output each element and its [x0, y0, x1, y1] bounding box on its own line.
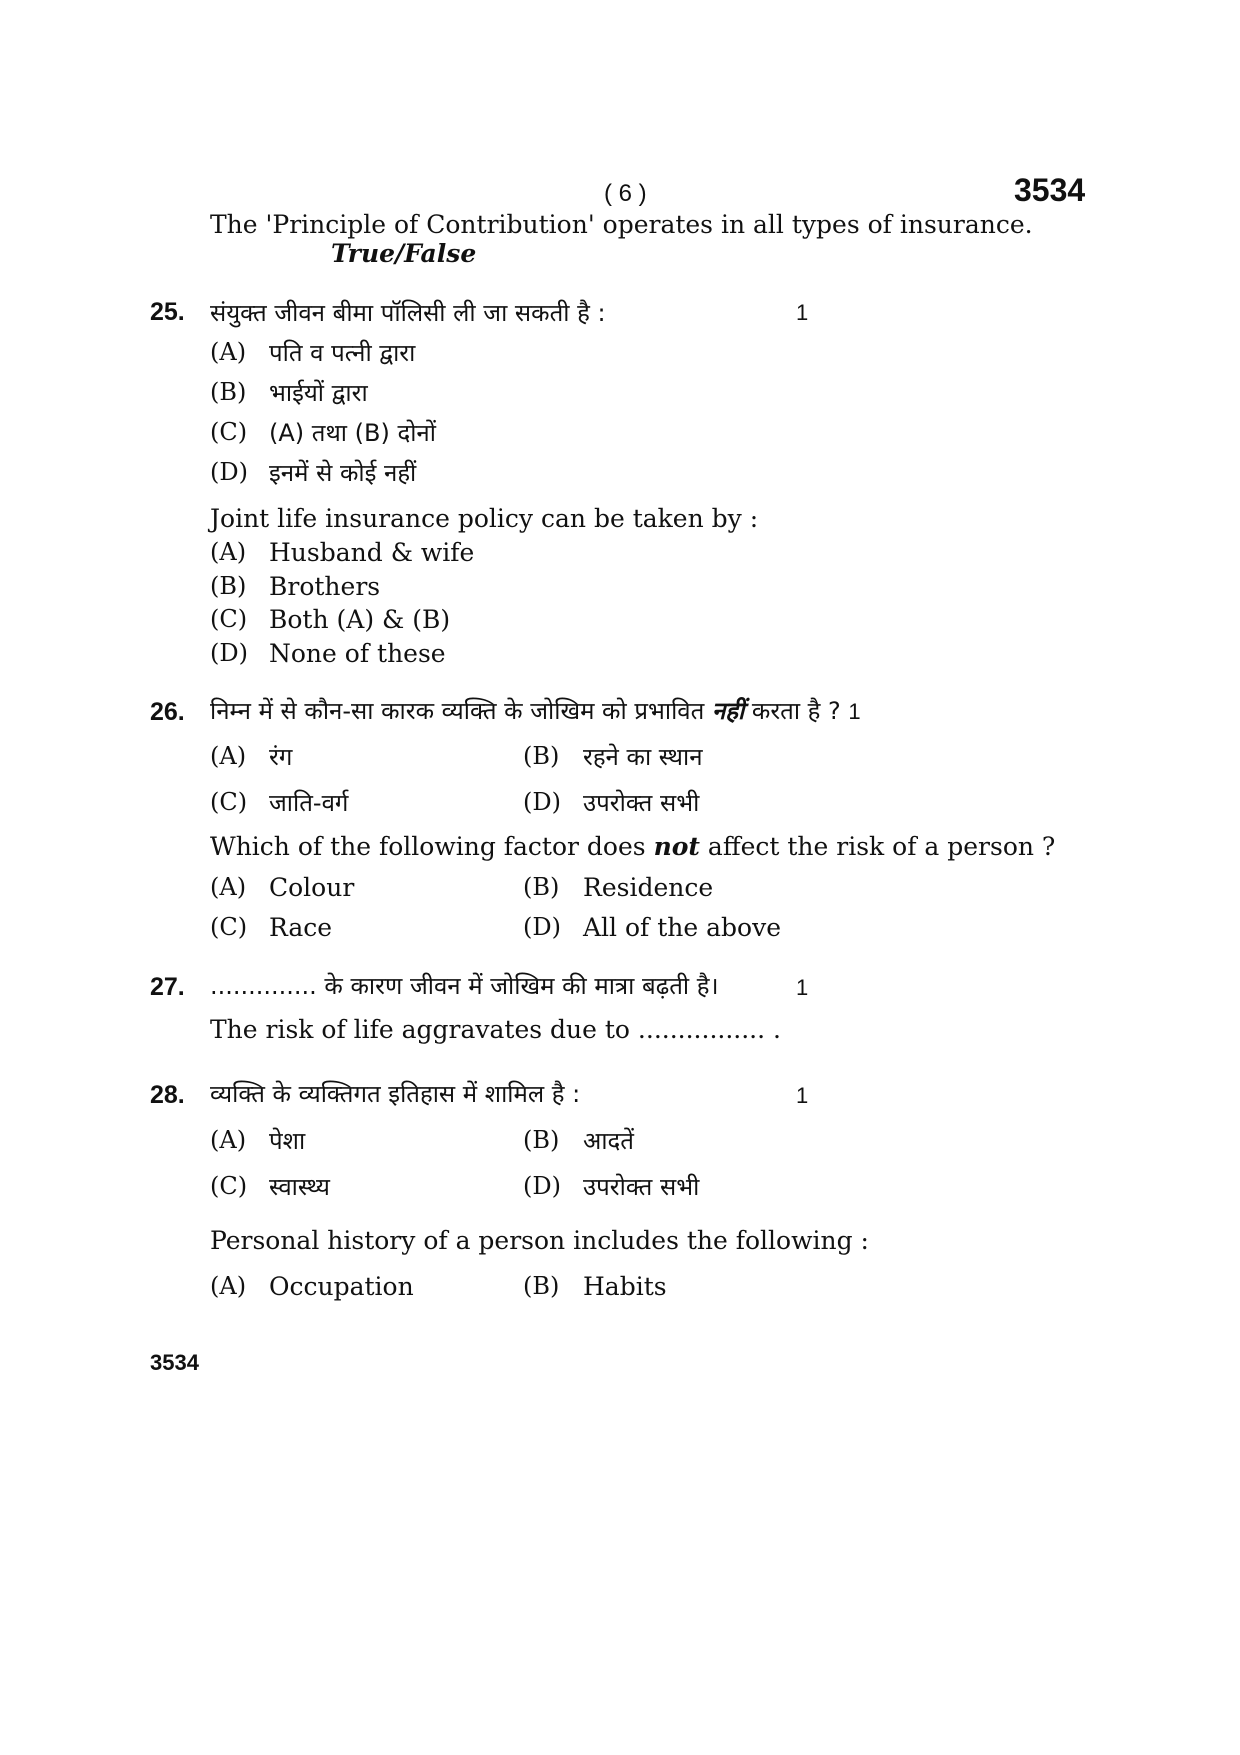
q25-en-opt-a-label: (A) — [210, 538, 247, 566]
q26-hi-opt-b-label: (B) — [523, 742, 560, 770]
paper-code-footer: 3534 — [150, 1350, 199, 1375]
q26-marks: 1 — [848, 699, 861, 724]
q26-hi-opt-c-text: जाति-वर्ग — [269, 789, 349, 817]
q25-en-opt-d-label: (D) — [210, 639, 248, 667]
q28-en-opt-b-text: Habits — [583, 1272, 667, 1301]
q25-en-opt-d-text: None of these — [269, 639, 446, 668]
q25-en-opt-b-text: Brothers — [269, 572, 381, 601]
q27-english-text: The risk of life aggravates due to ................ . — [210, 1015, 781, 1044]
q25-hi-opt-b-label: (B) — [210, 378, 247, 406]
q28-en-opt-b-label: (B) — [523, 1272, 560, 1300]
q25-number: 25. — [150, 298, 185, 326]
q26-en-opt-c-text: Race — [269, 913, 333, 942]
q26-hi-opt-d-text: उपरोक्त सभी — [583, 789, 700, 817]
q28-hi-opt-a-label: (A) — [210, 1126, 247, 1154]
q26-english-text: Which of the following factor does not affect the risk of a person ? — [210, 832, 1056, 861]
q26-hi-opt-b-text: रहने का स्थान — [583, 743, 703, 771]
q25-hi-opt-d-text: इनमें से कोई नहीं — [269, 459, 417, 487]
q25-hi-opt-c-label: (C) — [210, 418, 248, 446]
q25-en-opt-a-text: Husband & wife — [269, 538, 475, 567]
q26-en-opt-d-label: (D) — [523, 913, 561, 941]
q25-en-opt-c-text: Both (A) & (B) — [269, 605, 451, 634]
q25-hindi-text: संयुक्त जीवन बीमा पॉलिसी ली जा सकती है : — [210, 299, 606, 327]
q28-hi-opt-b-text: आदतें — [583, 1127, 634, 1155]
q25-english-text: Joint life insurance policy can be taken by : — [210, 504, 759, 533]
paper-code-header: 3534 — [1014, 172, 1086, 208]
q25-hi-opt-a-label: (A) — [210, 338, 247, 366]
q28-marks: 1 — [796, 1083, 809, 1108]
q28-hi-opt-c-label: (C) — [210, 1172, 248, 1200]
q25-hi-opt-d-label: (D) — [210, 458, 248, 486]
q25-hi-opt-c-text: (A) तथा (B) दोनों — [269, 419, 436, 447]
q25-hi-opt-a-text: पति व पत्नी द्वारा — [269, 339, 416, 367]
q25-hi-opt-b-text: भाईयों द्वारा — [269, 379, 368, 407]
q25-en-opt-b-label: (B) — [210, 572, 247, 600]
q26-en-opt-b-label: (B) — [523, 873, 560, 901]
q26-hi-opt-a-label: (A) — [210, 742, 247, 770]
true-false-hint: True/False — [331, 239, 477, 268]
q28-hi-opt-c-text: स्वास्थ्य — [269, 1173, 330, 1201]
q27-number: 27. — [150, 973, 185, 1001]
q26-en-opt-b-text: Residence — [583, 873, 714, 902]
q26-en-opt-d-text: All of the above — [583, 913, 782, 942]
q28-number: 28. — [150, 1081, 185, 1109]
intro-statement: The 'Principle of Contribution' operates in all types of insurance. — [210, 210, 1033, 239]
q27-hindi-text: .............. के कारण जीवन में जोखिम की मात्रा बढ़ती है। — [210, 972, 719, 1000]
q26-en-opt-a-label: (A) — [210, 873, 247, 901]
q26-hindi-emphasis: नहीं — [711, 697, 745, 725]
q26-en-opt-c-label: (C) — [210, 913, 248, 941]
q28-en-opt-a-text: Occupation — [269, 1272, 414, 1301]
q26-hi-opt-c-label: (C) — [210, 788, 248, 816]
q26-hi-opt-d-label: (D) — [523, 788, 561, 816]
q27-marks: 1 — [796, 975, 809, 1000]
q28-en-opt-a-label: (A) — [210, 1272, 247, 1300]
q28-hindi-text: व्यक्ति के व्यक्तिगत इतिहास में शामिल है : — [210, 1080, 581, 1108]
q28-english-text: Personal history of a person includes the following : — [210, 1226, 869, 1255]
q26-number: 26. — [150, 698, 185, 726]
q25-marks: 1 — [796, 300, 809, 325]
q28-hi-opt-d-label: (D) — [523, 1172, 561, 1200]
q26-hindi-text: निम्न में से कौन-सा कारक व्यक्ति के जोखिम को प्रभावित नहीं करता है ? 1 — [210, 697, 861, 725]
q25-en-opt-c-label: (C) — [210, 605, 248, 633]
q28-hi-opt-b-label: (B) — [523, 1126, 560, 1154]
q26-en-opt-a-text: Colour — [269, 873, 355, 902]
page-number: ( 6 ) — [604, 180, 647, 207]
q28-hi-opt-a-text: पेशा — [269, 1127, 306, 1155]
q26-english-emphasis: not — [653, 832, 700, 861]
q28-hi-opt-d-text: उपरोक्त सभी — [583, 1173, 700, 1201]
q26-hi-opt-a-text: रंग — [269, 743, 293, 771]
